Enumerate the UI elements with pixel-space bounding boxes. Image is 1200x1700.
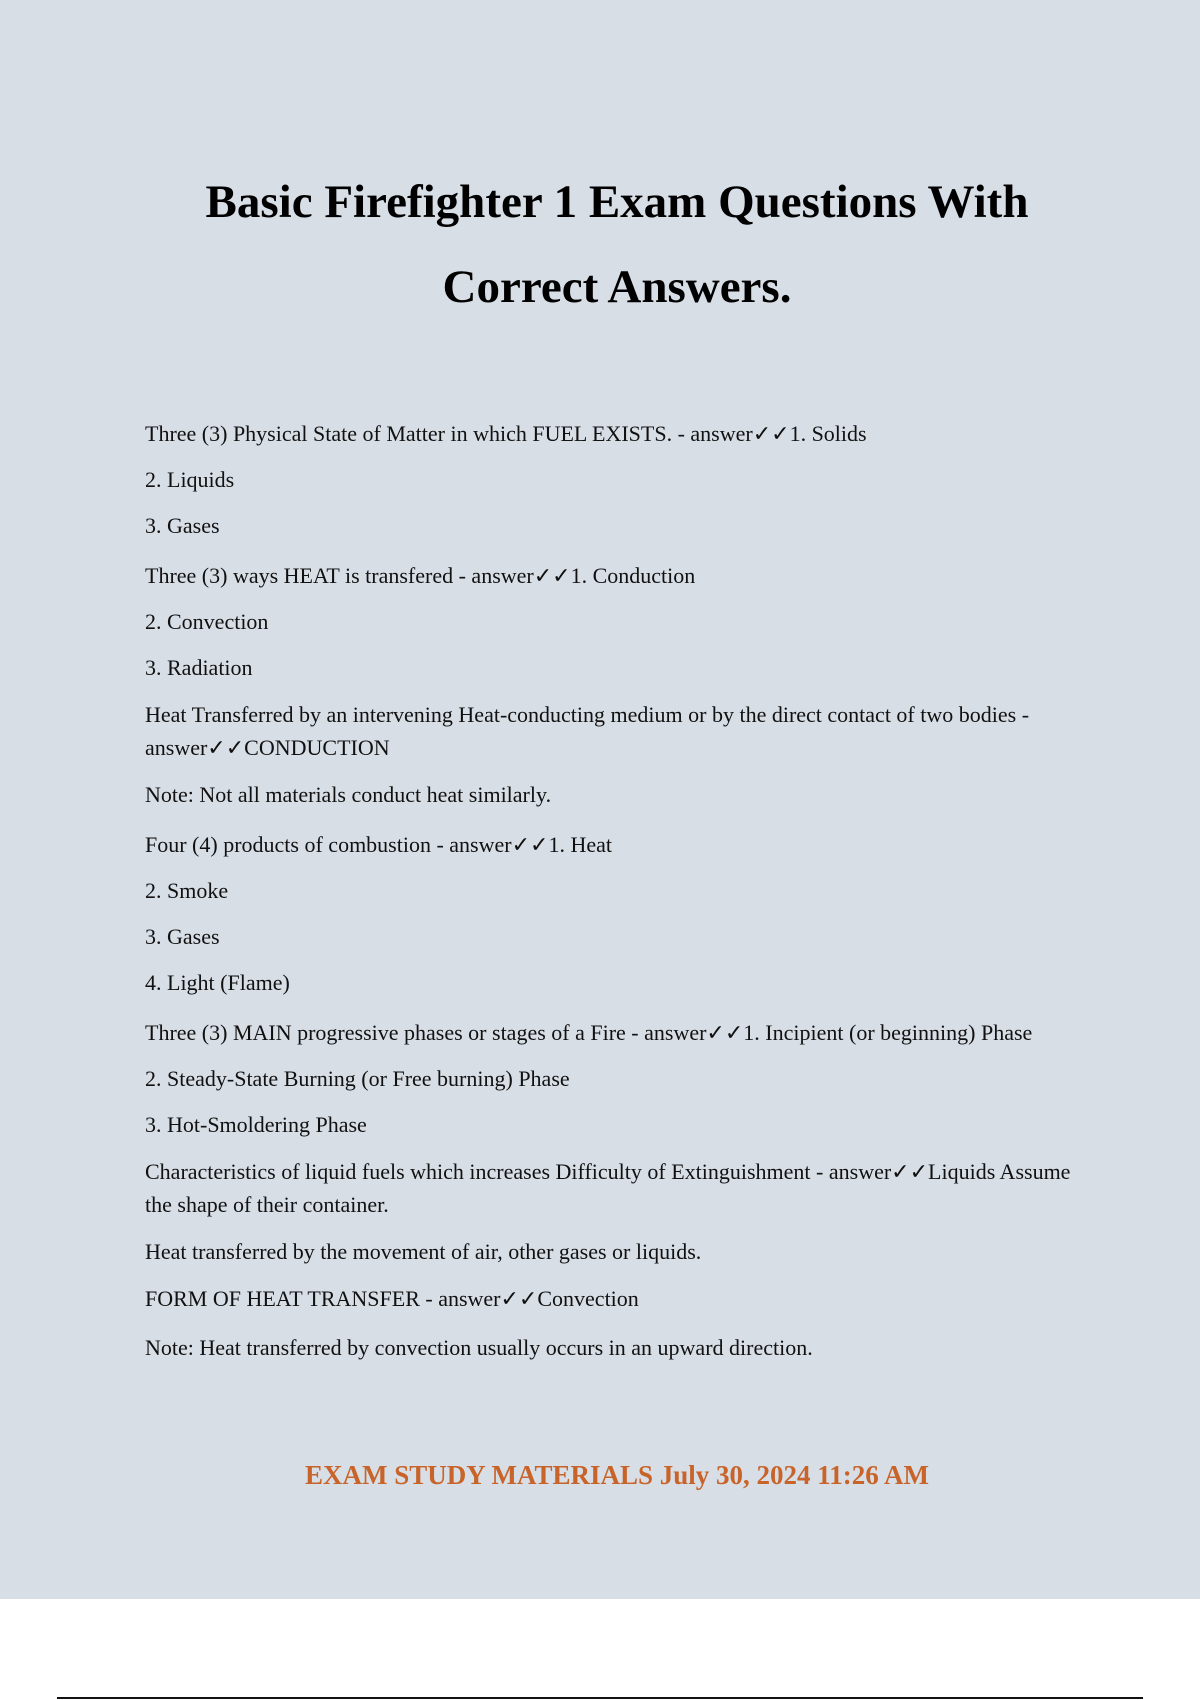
paragraph-line: Four (4) products of combustion - answer✓✓1. Heat [145, 832, 612, 857]
paragraph-line: FORM OF HEAT TRANSFER - answer✓✓Convection [145, 1286, 639, 1311]
paragraph-line: Note: Heat transferred by convection usually occurs in an upward direction. [145, 1335, 813, 1360]
paragraph-line: Three (3) ways HEAT is transfered - answer✓✓1. Conduction [145, 563, 696, 588]
document-body [145, 417, 1090, 1364]
bottom-rule [57, 1697, 1143, 1699]
title-line-2: Correct Answers. [442, 261, 792, 313]
paragraph-line: 2. Steady-State Burning (or Free burning) Phase [145, 1066, 570, 1091]
paragraph-line: 2. Smoke [145, 878, 229, 903]
paragraph-line: 3. Radiation [145, 655, 253, 680]
footer-stamp: EXAM STUDY MATERIALS July 30, 2024 11:26 AM [304, 1460, 930, 1490]
paragraph-line: Heat transferred by the movement of air, other gases or liquids. [145, 1239, 702, 1264]
paragraph-line: 3. Hot-Smoldering Phase [145, 1112, 367, 1137]
paragraph-line: 3. Gases [145, 924, 220, 949]
paragraph-line: 4. Light (Flame) [145, 970, 290, 995]
document-title [0, 160, 1200, 330]
paragraph-line: Characteristics of liquid fuels which increases Difficulty of Extinguishment - answer✓✓Liquids Assume the shape of their container. [145, 1159, 1071, 1217]
title-line-1: Basic Firefighter 1 Exam Questions With [205, 176, 1029, 228]
paragraph-line: Three (3) MAIN progressive phases or stages of a Fire - answer✓✓1. Incipient (or beginning) Phase [145, 1020, 1033, 1045]
paragraph-line: Heat Transferred by an intervening Heat-conducting medium or by the direct contact of two bodies - answer✓✓CONDUCTION [145, 702, 1030, 760]
paragraph-line: 2. Liquids [145, 467, 235, 492]
paragraph-line: Note: Not all materials conduct heat similarly. [145, 782, 552, 807]
paragraph-line: 2. Convection [145, 609, 269, 634]
paragraph-line: Three (3) Physical State of Matter in which FUEL EXISTS. - answer✓✓1. Solids [145, 421, 867, 446]
paragraph-line: 3. Gases [145, 513, 220, 538]
